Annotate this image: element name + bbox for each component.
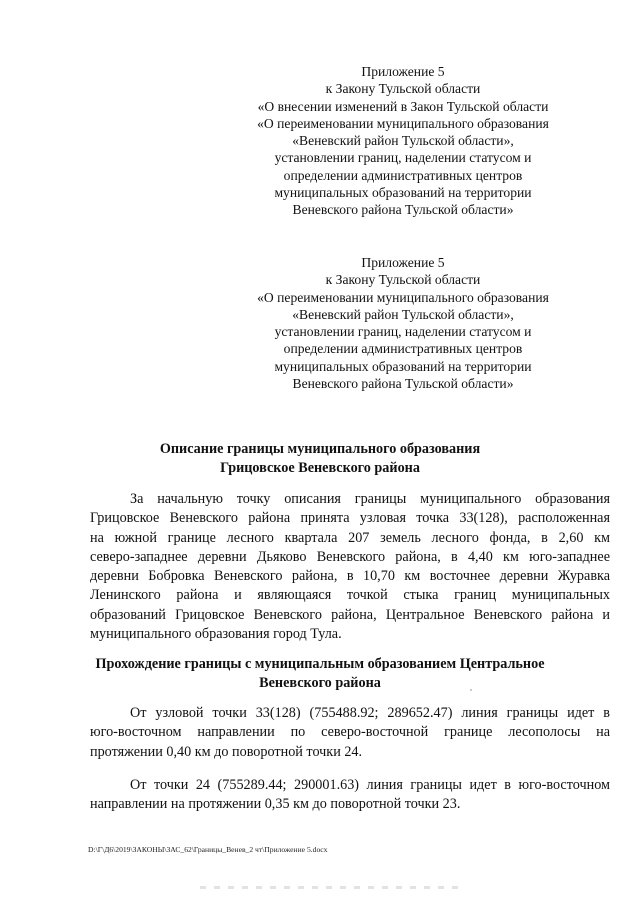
footer-file-path: D:\Г\Д6\2019\ЗАКОНЫ\ЗАС_62\Границы_Венев_2 чт\Приложение 5.docx bbox=[88, 845, 328, 854]
appendix-line: «О переименовании муниципального образования bbox=[257, 115, 549, 131]
heading-line: Прохождение границы с муниципальным образованием Центральное bbox=[95, 656, 545, 672]
paragraph-line: От узловой точки 33(128) (755488.92; 289652.47) линия границы идет в bbox=[130, 705, 610, 721]
paragraph-line: Ленинского района и являющаяся точкой стыка границ муниципальных bbox=[90, 587, 610, 604]
appendix-header-original bbox=[250, 254, 556, 392]
appendix-line: определении административных центров bbox=[283, 341, 523, 357]
paragraph-line: Грицовское Веневского района принята узловая точка 33(128), расположенная bbox=[90, 510, 610, 527]
scan-artifact-dot bbox=[470, 689, 472, 691]
boundary-paragraph-point-33 bbox=[90, 704, 610, 762]
appendix-line: установлении границ, наделении статусом и bbox=[274, 150, 532, 166]
paragraph-line: деревни Бобровка Веневского района, в 10,70 км восточнее деревни Журавка bbox=[90, 568, 610, 585]
scan-artifact bbox=[200, 886, 460, 889]
heading-line: Веневского района bbox=[259, 675, 381, 691]
heading-line: Описание границы муниципального образования bbox=[159, 441, 481, 457]
paragraph-line: образований Грицовское Веневского района, Центральное Веневского района и bbox=[90, 606, 610, 623]
starting-point-paragraph bbox=[90, 490, 610, 644]
paragraph-line: От точки 24 (755289.44; 290001.63) линия границы идет в юго-восточном bbox=[130, 777, 610, 793]
appendix-line: определении административных центров bbox=[283, 167, 523, 183]
paragraph-line: За начальную точку описания границы муниципального образования bbox=[130, 491, 610, 507]
appendix-line: «О переименовании муниципального образования bbox=[257, 289, 549, 305]
paragraph-line: муниципального образования город Тула. bbox=[90, 626, 342, 643]
appendix-line: установлении границ, наделении статусом и bbox=[274, 324, 532, 340]
description-heading bbox=[90, 440, 550, 478]
paragraph-line: северо-западнее деревни Дьяково Веневского района, в 4,40 км юго-западнее bbox=[90, 548, 610, 565]
appendix-line: Веневского района Тульской области» bbox=[292, 202, 514, 218]
heading-line: Грицовское Веневского района bbox=[220, 460, 420, 476]
appendix-line: к Закону Тульской области bbox=[325, 81, 481, 97]
appendix-header-amendment bbox=[250, 63, 556, 219]
appendix-line: Приложение 5 bbox=[361, 64, 445, 79]
appendix-line: «Веневский район Тульской области», bbox=[292, 133, 514, 149]
appendix-line: муниципальных образований на территории bbox=[274, 358, 532, 374]
paragraph-line: протяжении 0,40 км до поворотной точки 24. bbox=[90, 743, 363, 760]
appendix-line: к Закону Тульской области bbox=[325, 272, 481, 288]
paragraph-line: на южной границе лесного квартала 207 земель лесного фонда, в 2,60 км bbox=[90, 529, 610, 546]
appendix-line: «О внесении изменений в Закон Тульской области bbox=[257, 98, 549, 114]
appendix-line: муниципальных образований на территории bbox=[274, 185, 532, 201]
paragraph-line: юго-восточном направлении по северо-восточной границе лесополосы на bbox=[90, 724, 610, 741]
boundary-section-heading bbox=[90, 655, 550, 693]
boundary-paragraph-point-24 bbox=[90, 776, 610, 815]
paragraph-line: направлении на протяжении 0,35 км до поворотной точки 23. bbox=[90, 796, 461, 813]
appendix-line: «Веневский район Тульской области», bbox=[292, 306, 514, 322]
appendix-line: Веневского района Тульской области» bbox=[292, 376, 514, 392]
appendix-line: Приложение 5 bbox=[361, 255, 445, 270]
